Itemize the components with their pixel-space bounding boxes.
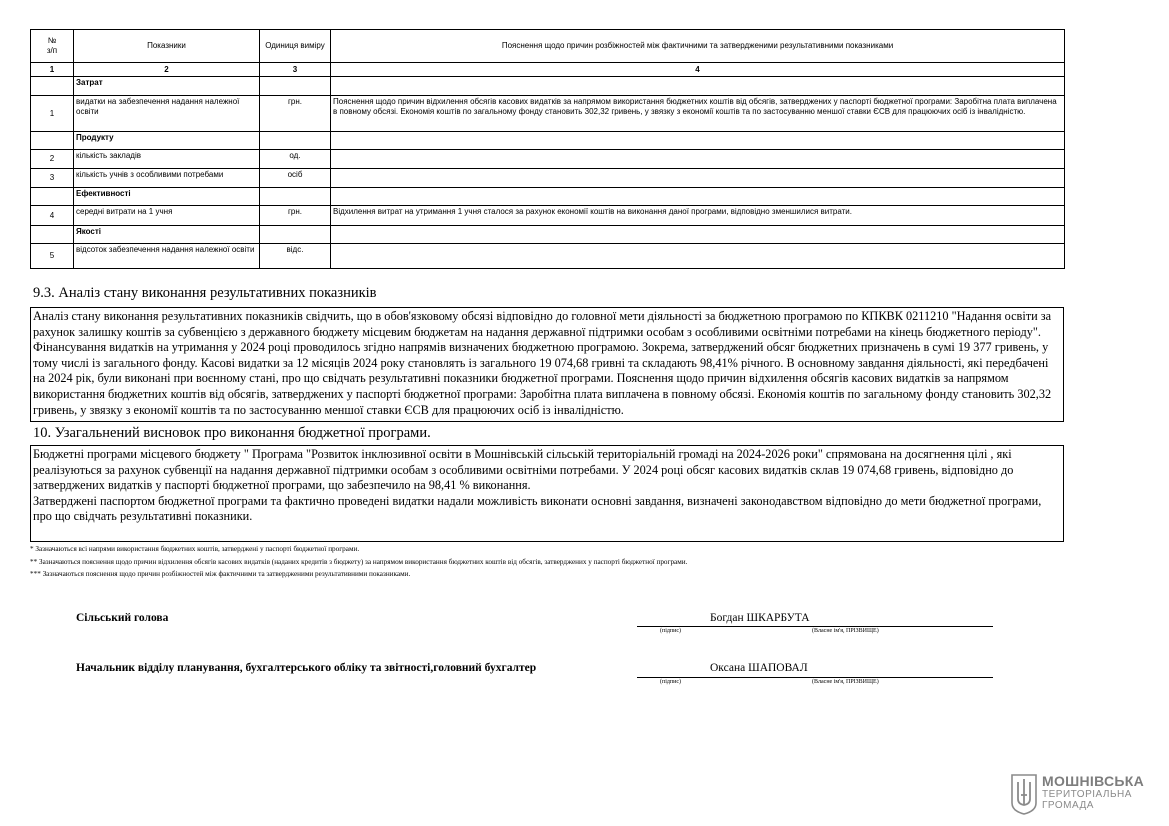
row-num: 5 bbox=[31, 244, 74, 269]
signature-line bbox=[637, 677, 993, 678]
indicator-unit: грн. bbox=[260, 206, 331, 226]
header-unit: Одиниця виміру bbox=[260, 30, 331, 63]
logo-line2: ТЕРИТОРІАЛЬНА bbox=[1042, 789, 1132, 800]
indicator-unit: осіб bbox=[260, 169, 331, 188]
col-number: 1 bbox=[31, 63, 74, 77]
row-num: 4 bbox=[31, 206, 74, 226]
footnote: ** Зазначаються пояснення щодо причин відхилення обсягів касових видатків (наданих кредитів з бюджету) за напрямом використання бюджетних коштів від обсягів, затверджених у паспорті бюджетної програми. bbox=[30, 557, 688, 566]
section-label: Продукту bbox=[74, 132, 260, 150]
indicator-unit: відс. bbox=[260, 244, 331, 269]
signature-title-accountant: Начальник відділу планування, бухгалтерського обліку та звітності,головний бухгалтер bbox=[76, 662, 537, 674]
header-indicators: Показники bbox=[74, 30, 260, 63]
section-label: Затрат bbox=[74, 77, 260, 96]
row-num: 2 bbox=[31, 150, 74, 169]
empty-cell bbox=[260, 188, 331, 206]
col-number: 2 bbox=[74, 63, 260, 77]
indicator-unit: грн. bbox=[260, 96, 331, 132]
name-caption: (Власне ім'я, ПРІЗВИЩЕ) bbox=[812, 628, 879, 634]
section-10-box bbox=[30, 445, 1064, 542]
community-logo bbox=[1010, 773, 1160, 819]
indicator-unit: од. bbox=[260, 150, 331, 169]
indicator-name: кількість закладів bbox=[74, 150, 260, 169]
section-93-text: Аналіз стану виконання результативних показників свідчить, що в обов'язковому обсязі відповідно до головної мети діяльності за бюджетною програмою по КПКВК 0211210 "Надання освіти за рахунок залишку коштів за субвенцією з державного бюджету місцевим бюджетам на надання державної підтримки особам з особливими освітніми потребами на кінець бюджетного періоду". Фінансування видатків на утримання у 2024 році проводилось згідно напрямів визначених бюджетною програмою. Зокрема, затверджений обсяг бюджетних призначень в сумі 19 377 гривень, у тому числі із загального фонду. Касові видатки за 12 місяців 2024 року становлять із загального 19 074,68 гривні та складають 98,41% річного. В основному завдання діяльності, які передбачені на 2024 рік, були виконані при воєнному стані, про що свідчать результативні показники бюджетної програми. Пояснення щодо причин відхилення обсягів касових видатків за напрямом використання бюджетних коштів від обсягів, затверджених у паспорті бюджетної програми: Заробітна плата виплачена в повному обсязі. Економія коштів по загальному фонду становить 302,32 гривень, у звязку з економії коштів та по застосуванню меншої ставки ЄСВ для працюючих осіб із інвалідністю. bbox=[30, 307, 1064, 422]
signature-caption: (підпис) bbox=[660, 628, 682, 634]
signature-line bbox=[637, 626, 993, 627]
indicator-explanation bbox=[331, 150, 1065, 169]
signature-name-accountant: Оксана ШАПОВАЛ bbox=[710, 662, 808, 674]
indicator-name: відсоток забезпечення надання належної освіти bbox=[74, 244, 260, 269]
col-number: 3 bbox=[260, 63, 331, 77]
indicator-name: видатки на забезпечення надання належної освіти bbox=[74, 96, 260, 132]
section-label: Якості bbox=[74, 226, 260, 244]
indicator-explanation bbox=[331, 169, 1065, 188]
empty-cell bbox=[331, 77, 1065, 96]
section-num-cell bbox=[31, 226, 74, 244]
empty-cell bbox=[331, 132, 1065, 150]
signature-name-head: Богдан ШКАРБУТА bbox=[710, 612, 810, 624]
empty-cell bbox=[331, 226, 1065, 244]
section-93-heading: 9.3. Аналіз стану виконання результативних показників bbox=[33, 285, 377, 301]
indicator-name: середні витрати на 1 учня bbox=[74, 206, 260, 226]
section-num-cell bbox=[31, 188, 74, 206]
empty-cell bbox=[260, 226, 331, 244]
indicator-explanation bbox=[331, 244, 1065, 269]
empty-cell bbox=[260, 132, 331, 150]
name-caption: (Власне ім'я, ПРІЗВИЩЕ) bbox=[812, 679, 879, 685]
footnote: * Зазначаються всі напрями використання бюджетних коштів, затверджені у паспорті бюджетної програми. bbox=[30, 545, 360, 553]
section-num-cell bbox=[31, 132, 74, 150]
header-explanation: Пояснення щодо причин розбіжностей між фактичними та затвердженими результативними показниками bbox=[331, 30, 1065, 63]
signature-caption: (підпис) bbox=[660, 679, 682, 685]
logo-line3: ГРОМАДА bbox=[1042, 800, 1094, 811]
footnotes bbox=[30, 543, 1064, 581]
row-num: 3 bbox=[31, 169, 74, 188]
section-num-cell bbox=[31, 77, 74, 96]
signature-title-head: Сільський голова bbox=[76, 612, 169, 624]
row-num: 1 bbox=[31, 96, 74, 132]
section-label: Ефективності bbox=[74, 188, 260, 206]
indicator-explanation: Пояснення щодо причин відхилення обсягів касових видатків за напрямом використання бюджетних коштів від обсягів, затверджених у паспорті бюджетної програми: Заробітна плата виплачена в повному обсязі. Економія коштів по загальному фонду становить 302,32 гривень, у звязку з економії коштів та по застосуванню меншої ставки ЄСВ для працюючих осіб із інвалідністю. bbox=[331, 96, 1065, 132]
footnote: *** Зазначаються пояснення щодо причин розбіжностей між фактичними та затвердженими результативними показниками. bbox=[30, 570, 411, 578]
logo-line1: МОШНІВСЬКА bbox=[1042, 773, 1145, 789]
indicator-explanation: Відхилення витрат на утримання 1 учня сталося за рахунок економії коштів на виконання даної програми, відповідно зменшилися витрати. bbox=[331, 206, 1065, 226]
trident-icon bbox=[1010, 773, 1038, 815]
empty-cell bbox=[260, 77, 331, 96]
indicators-table bbox=[30, 29, 1065, 269]
empty-cell bbox=[331, 188, 1065, 206]
col-number: 4 bbox=[331, 63, 1065, 77]
section-10-para2: Затверджені паспортом бюджетної програми та фактично проведені видатки надали можливість виконати основні завдання, визначені законодавством відповідно до мети бюджетної програми, про що свідчать результативні показники. bbox=[33, 493, 1042, 524]
header-num: № з/п bbox=[31, 30, 74, 63]
section-10-para1: Бюджетні програми місцевого бюджету " Програма "Розвиток інклюзивної освіти в Мошнівській сільській територіальній громаді на 2024-2026 роки" спрямована на досягнення цілі , які реалізуються за рахунок субвенції на надання державної підтримки особам з особливими освітніми потребами. У 2024 році обсяг касових видатків склав 19 074,68 гривень, відповідно до затверджених видатків у паспорті бюджетної програми, що забезпечило на 98,41 % виконання. bbox=[33, 447, 1014, 493]
section-10-heading: 10. Узагальнений висновок про виконання бюджетної програми. bbox=[33, 425, 431, 441]
indicator-name: кількість учнів з особливими потребами bbox=[74, 169, 260, 188]
